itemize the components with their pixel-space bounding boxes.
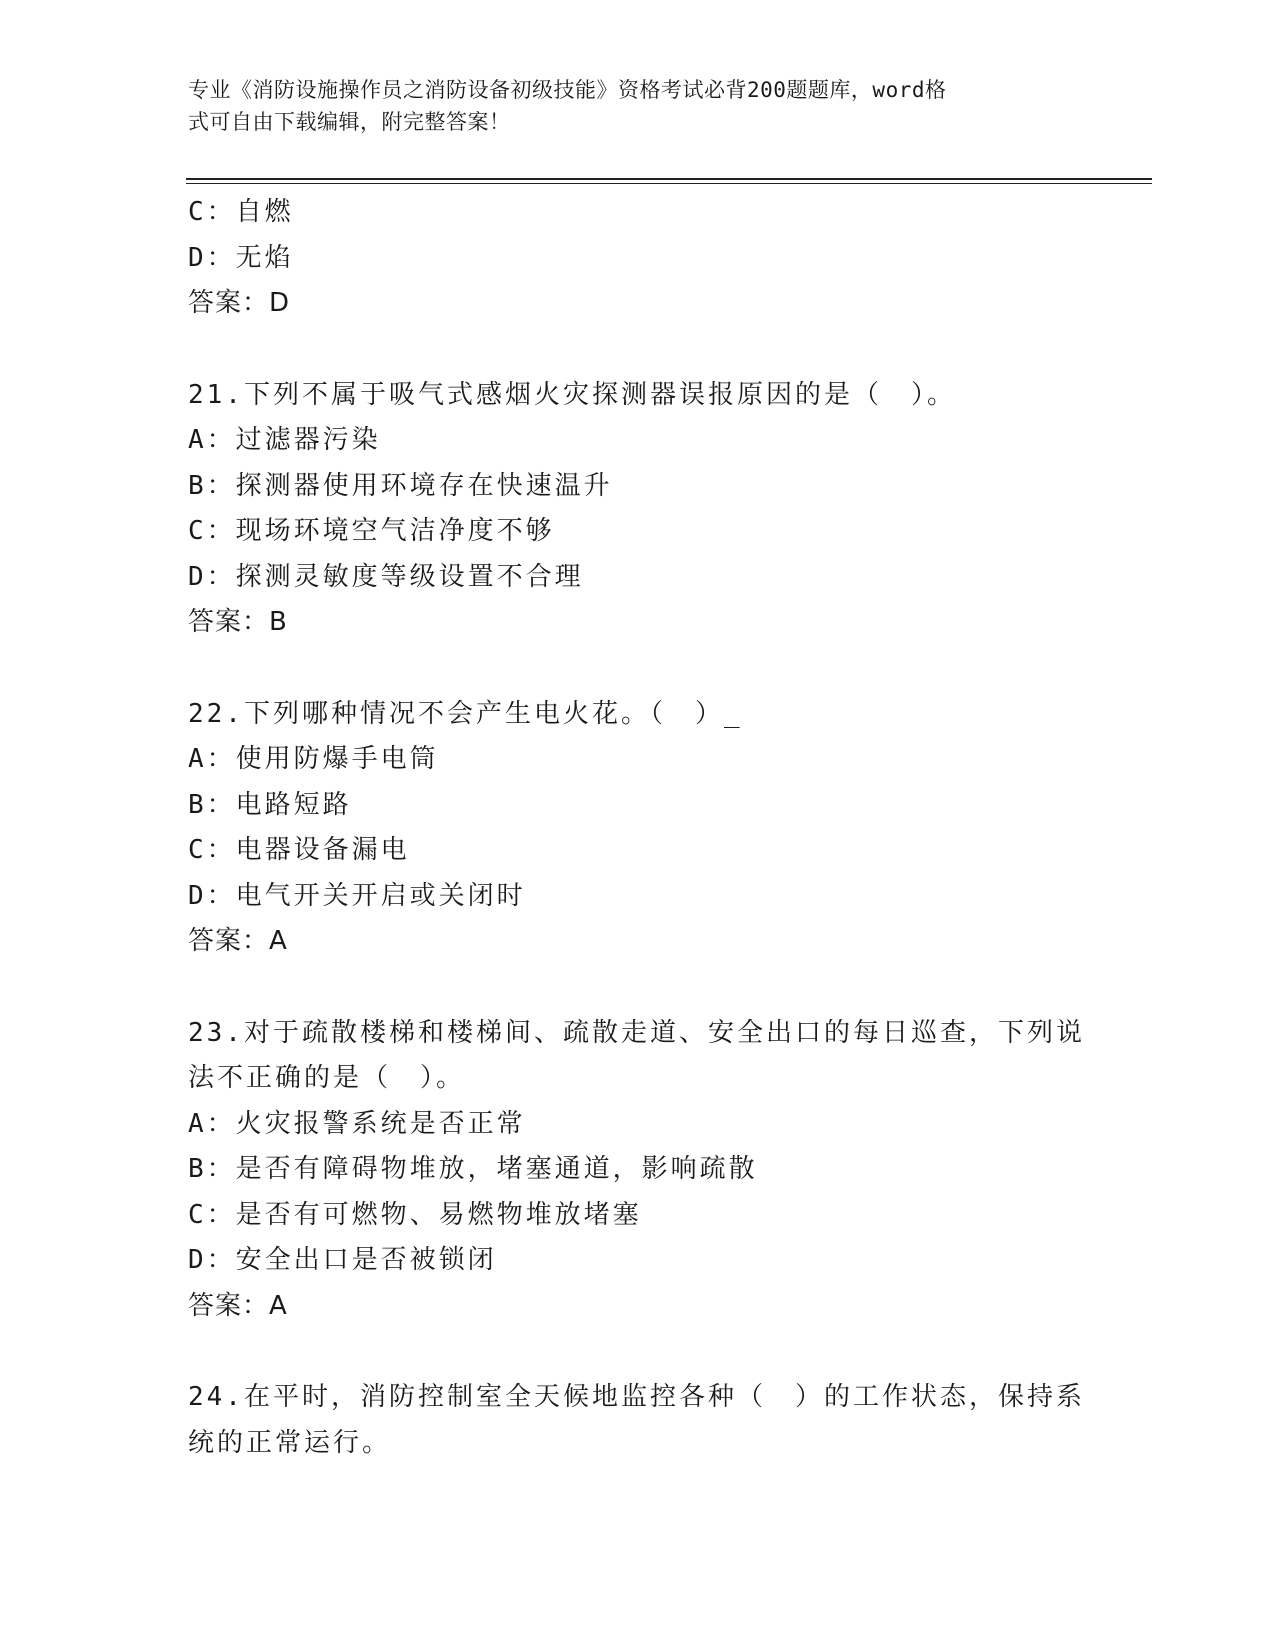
header-line-1: 专业《消防设施操作员之消防设备初级技能》资格考试必背200题题库，word格 xyxy=(188,78,947,102)
option-d: D：探测灵敏度等级设置不合理 xyxy=(188,561,584,592)
question-text: 21.下列不属于吸气式感烟火灾探测器误报原因的是（ ）。 xyxy=(188,379,956,410)
option-c: C：现场环境空气洁净度不够 xyxy=(188,516,555,546)
option-b: B：是否有障碍物堆放，堵塞通道，影响疏散 xyxy=(188,1154,758,1184)
question-24 xyxy=(188,1375,1088,1466)
option-b: B：探测器使用环境存在快速温升 xyxy=(188,470,613,501)
option-b: B：电路短路 xyxy=(188,789,352,820)
header-line-2: 式可自由下载编辑，附完整答案！ xyxy=(188,110,511,134)
option-a: A：过滤器污染 xyxy=(188,425,381,455)
question-22 xyxy=(188,692,1088,965)
option-d: D：安全出口是否被锁闭 xyxy=(188,1245,497,1275)
document-header xyxy=(188,74,1068,138)
option-c: C：自燃 xyxy=(188,197,294,227)
question-20-tail xyxy=(188,190,1088,327)
question-text: 22.下列哪种情况不会产生电火花。（ ）_ xyxy=(188,698,743,729)
answer: 答案：B xyxy=(188,607,288,637)
header-divider-thin xyxy=(186,183,1152,184)
question-list xyxy=(188,190,1088,1466)
question-text-line-1: 24.在平时，消防控制室全天候地监控各种（ ）的工作状态，保持系 xyxy=(188,1382,1085,1412)
option-a: A：火灾报警系统是否正常 xyxy=(188,1108,526,1139)
question-text-line-1: 23.对于疏散楼梯和楼梯间、疏散走道、安全出口的每日巡查，下列说 xyxy=(188,1017,1085,1048)
answer: 答案：A xyxy=(188,1290,288,1321)
option-a: A：使用防爆手电筒 xyxy=(188,744,439,774)
option-d: D：无焰 xyxy=(188,242,294,273)
option-d: D：电气开关开启或关闭时 xyxy=(188,880,526,911)
option-c: C：是否有可燃物、易燃物堆放堵塞 xyxy=(188,1199,642,1230)
question-text-line-2: 法不正确的是（ ）。 xyxy=(188,1063,466,1093)
header-divider xyxy=(186,178,1152,180)
answer: 答案：A xyxy=(188,926,288,956)
answer: 答案：D xyxy=(188,288,291,318)
question-21 xyxy=(188,373,1088,646)
question-23 xyxy=(188,1011,1088,1330)
question-text-line-2: 统的正常运行。 xyxy=(188,1427,392,1458)
option-c: C：电器设备漏电 xyxy=(188,835,410,865)
